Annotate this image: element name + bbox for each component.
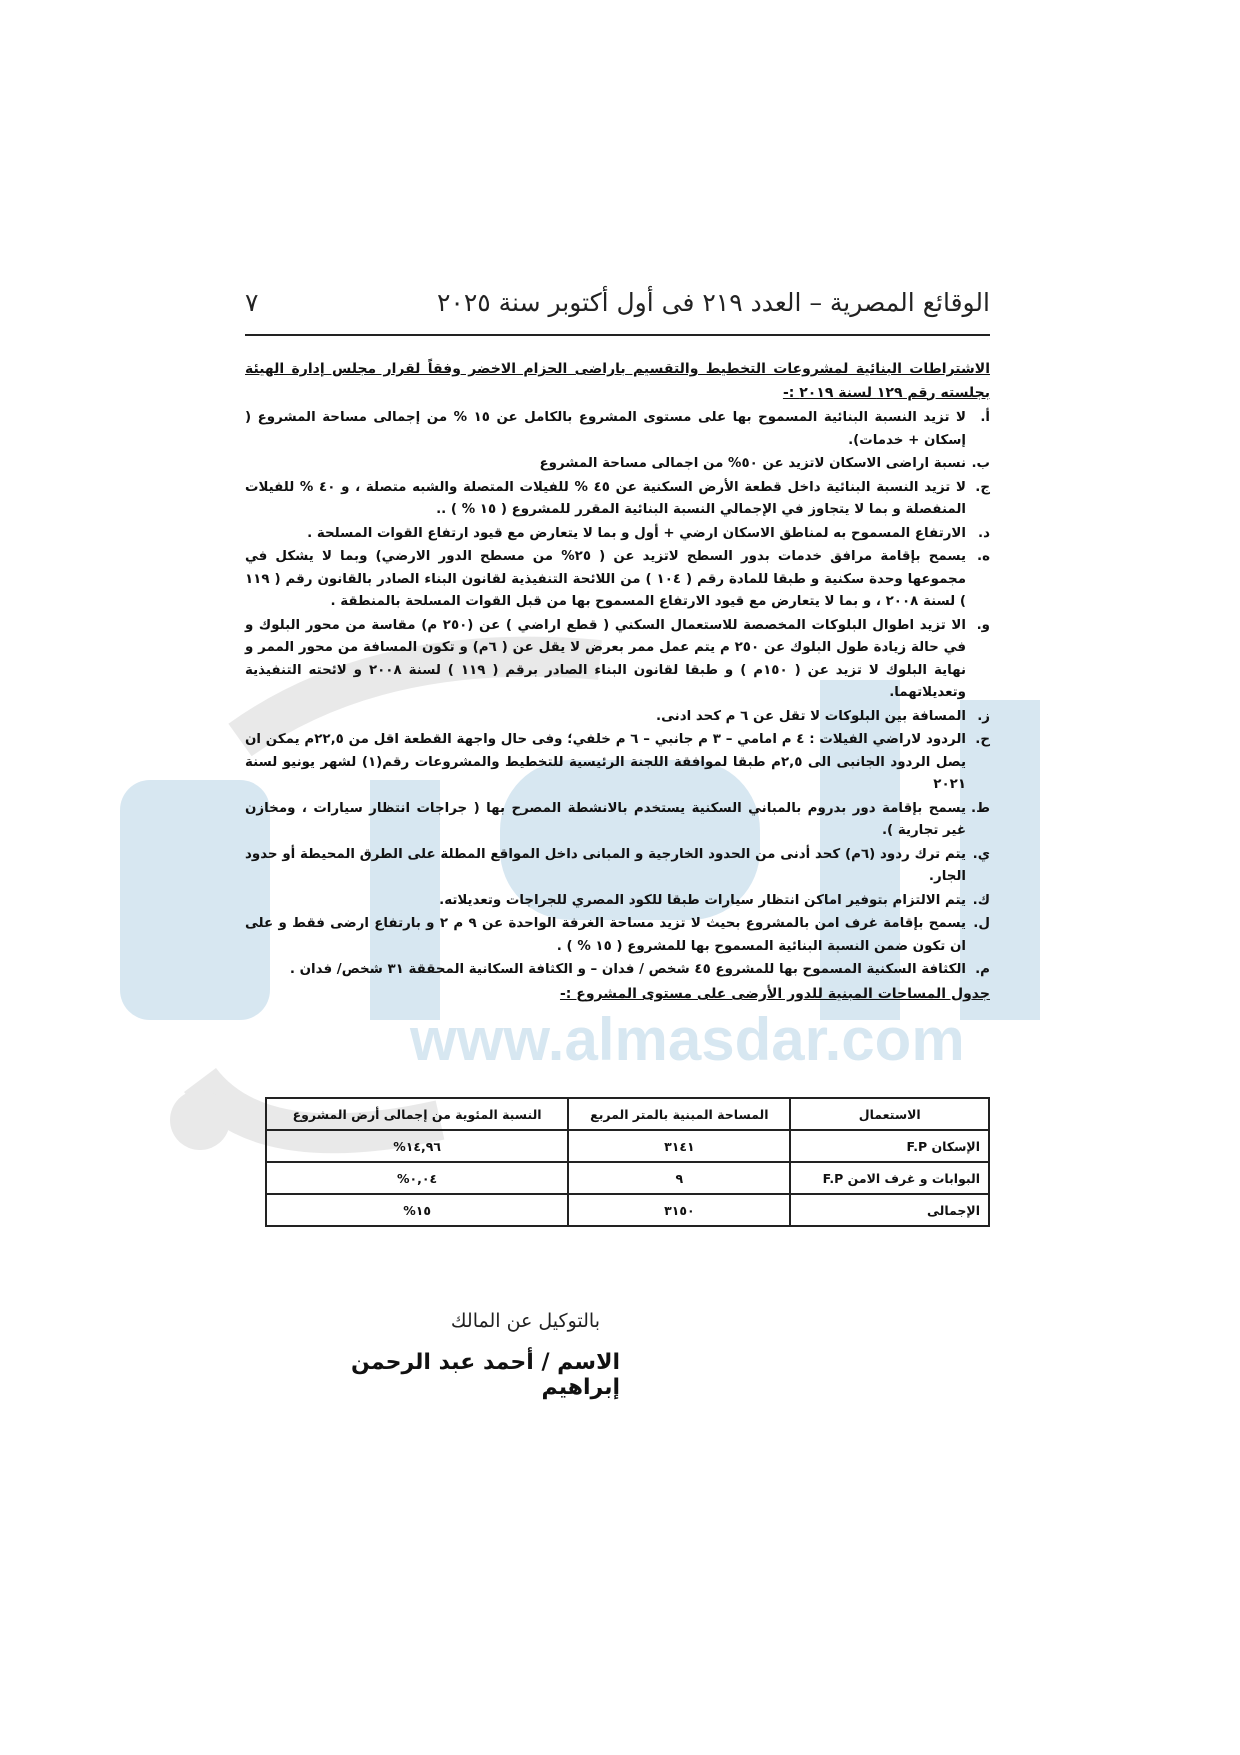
cell-percent: ١٥% [266, 1194, 568, 1226]
document-body [245, 358, 990, 1006]
header-divider [245, 334, 990, 336]
cell-percent: ١٤,٩٦% [266, 1130, 568, 1162]
clause-text: لا تزيد النسبة البنائية داخل قطعة الأرض السكنية عن ٤٥ % للفيلات المتصلة والشبه متصلة ، و ٤٠ % للفيلات المنفصلة و بما لا يتجاوز في الإجمالي النسبة البنائية المقرر للمشروع ( ١٥ % ) .. [245, 479, 966, 518]
proxy-label: بالتوكيل عن المالك [450, 1310, 600, 1332]
clause-item [245, 890, 990, 913]
clause-item [245, 477, 990, 522]
clause-list [245, 407, 990, 982]
clause-item [245, 453, 990, 476]
clause-marker: م. [975, 962, 990, 978]
clause-item [245, 844, 990, 889]
clause-item [245, 798, 990, 843]
gazette-header [245, 282, 990, 322]
clause-text: الارتفاع المسموح به لمناطق الاسكان ارضي + أول و بما لا يتعارض مع قيود ارتفاع القوات المسلحة . [307, 525, 966, 541]
clause-text: الكثافة السكنية المسموح بها للمشروع ٤٥ شخص / فدان – و الكثافة السكانية المحققة ٣١ شخص/ فدان . [289, 962, 966, 978]
clause-item [245, 615, 990, 705]
clause-text: نسبة اراضى الاسكان لاتزيد عن ٥٠% من اجمالى مساحة المشروع [539, 456, 966, 472]
document-heading: الاشتراطات البنائية لمشروعات التخطيط والتقسيم باراضى الحزام الاخضر وفقاً لقرار مجلس إدارة الهيئة بجلسته رقم ١٢٩ لسنة ٢٠١٩ :- [245, 361, 990, 401]
clause-marker: ط. [971, 800, 990, 816]
svg-text:www.almasdar.com: www.almasdar.com [410, 1006, 965, 1073]
signatory-name: الاسم / أحمد عبد الرحمن إبراهيم [351, 1350, 620, 1400]
clause-marker: أ. [980, 410, 990, 426]
table-caption: جدول المساحات المبنية للدور الأرضى على مستوى المشروع :- [559, 985, 990, 1002]
clause-text: يتم الالتزام بتوفير اماكن انتظار سيارات طبقا للكود المصري للجراجات وتعديلاته. [439, 892, 966, 908]
clause-text: المسافة بين البلوكات لا تقل عن ٦ م كحد ادنى. [656, 708, 966, 724]
clause-text: يسمح بإقامة دور بدروم بالمباني السكنية يستخدم بالانشطة المصرح بها ( جراجات انتظار سيارات ، ومخازن غير تجارية ). [245, 800, 966, 839]
clause-item [245, 913, 990, 958]
table-row-total [266, 1194, 989, 1226]
clause-item [245, 959, 990, 982]
cell-use: البوابات و غرف الامن F.P [790, 1162, 989, 1194]
clause-item [245, 546, 990, 614]
clause-marker: ي. [972, 846, 990, 862]
clause-marker: ب. [971, 456, 990, 472]
clause-text: يتم ترك ردود (٦م) كحد أدنى من الحدود الخارجية و المبانى داخل المواقع المطلة على الطرق المحيطة أو حدود الجار. [245, 846, 966, 885]
cell-area: ٩ [568, 1162, 790, 1194]
clause-marker: ك. [972, 892, 990, 908]
cell-area: ٣١٥٠ [568, 1194, 790, 1226]
column-header-percent: النسبة المئوية من إجمالى أرض المشروع [266, 1098, 568, 1130]
column-header-area: المساحة المبنية بالمتر المربع [568, 1098, 790, 1130]
cell-percent: ٠,٠٤% [266, 1162, 568, 1194]
gazette-title: الوقائع المصرية – العدد ٢١٩ فى أول أكتوبر سنة ٢٠٢٥ [436, 287, 990, 317]
clause-item [245, 729, 990, 797]
clause-marker: ج. [975, 479, 990, 495]
built-area-table [265, 1097, 990, 1227]
clause-marker: ز. [977, 708, 990, 724]
column-header-use: الاستعمال [790, 1098, 989, 1130]
cell-area: ٣١٤١ [568, 1130, 790, 1162]
clause-text: يسمح بإقامة مرافق خدمات بدور السطح لاتزيد عن ( ٢٥% من مسطح الدور الارضي) وبما لا يشكل في مجموعها وحدة سكنية و طبقا للمادة رقم ( ١٠٤ ) من اللائحة التنفيذية لقانون البناء الصادر بالقانون رقم ( ١١٩ ) لسنة ٢٠٠٨ ، و بما لا يتعارض مع قيود الارتفاع المسموح بها من قبل القوات المسلحة بالمنطقة . [245, 549, 966, 610]
page-number: ٧ [245, 287, 259, 317]
clause-marker: ح. [975, 732, 990, 748]
clause-item [245, 523, 990, 546]
table-header-row [266, 1098, 989, 1130]
clause-item [245, 407, 990, 452]
clause-text: الا تزيد اطوال البلوكات المخصصة للاستعمال السكني ( قطع اراضي ) عن (٢٥٠ م) مقاسة من محور البلوك و في حالة زيادة طول البلوك عن ٢٥٠ م يتم عمل ممر بعرض لا يقل عن ( ٦م) و تكون المسافة من محور الممر و نهاية البلوك لا تزيد عن ( ١٥٠م ) و طبقا لقانون البناء الصادر برقم ( ١١٩ ) لسنة ٢٠٠٨ و لائحته التنفيذية وتعديلاتهما. [245, 617, 966, 701]
table-row [266, 1162, 989, 1194]
clause-text: يسمح بإقامة غرف امن بالمشروع بحيث لا تزيد مساحة الغرفة الواحدة عن ٩ م ٢ و بارتفاع ارضى فقط و على ان تكون ضمن النسبة البنائية المسموح بها للمشروع ( ١٥ % ) . [245, 916, 967, 954]
clause-text: لا تزيد النسبة البنائية المسموح بها على مستوى المشروع بالكامل عن ١٥ % من إجمالى مساحة المشروع ( إسكان + خدمات). [245, 410, 966, 448]
cell-use: الإسكان F.P [790, 1130, 989, 1162]
clause-marker: د. [978, 525, 990, 541]
cell-use: الإجمالى [790, 1194, 989, 1226]
clause-text: الردود لاراضي الفيلات : ٤ م امامي – ٣ م جانبي – ٦ م خلفي؛ وفى حال واجهة القطعة اقل من ٢٢,٥م يمكن ان يصل الردود الجانبى الى ٢,٥م طبقا لموافقة اللجنة الرئيسية للتخطيط والمشروعات رقم(١) لشهر يونيو لسنة ٢٠٢١ [245, 732, 967, 793]
clause-marker: و. [976, 617, 990, 633]
clause-item [245, 706, 990, 729]
clause-marker: ل. [973, 916, 990, 932]
table-row [266, 1130, 989, 1162]
clause-marker: ه. [977, 549, 990, 565]
